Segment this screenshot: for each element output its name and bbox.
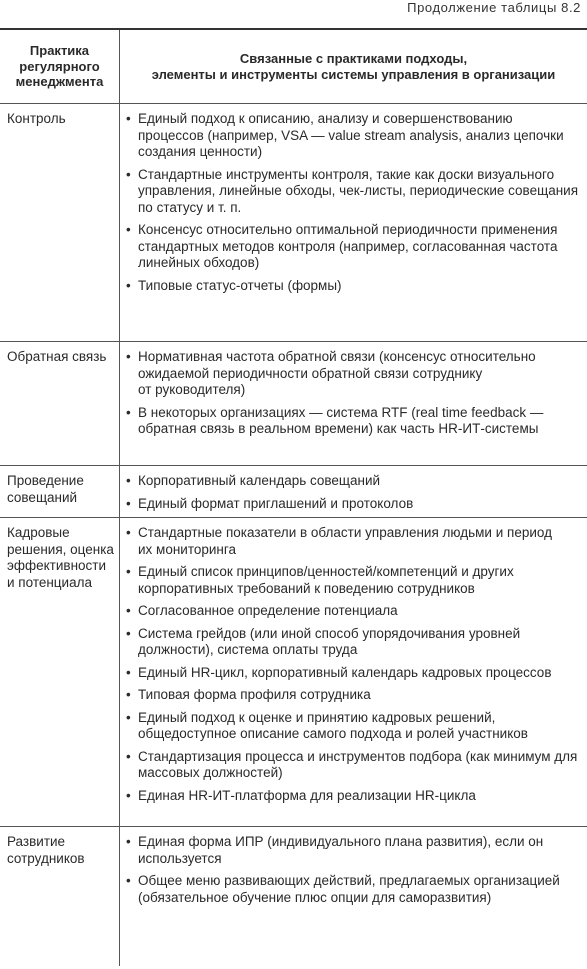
list-item-line: Типовая форма профиля сотрудника [138,687,371,702]
bullet-icon: • [126,111,131,126]
list-item-line: по статусу и т. п. [138,199,242,215]
list-item-text [138,111,583,161]
list-item [126,687,583,704]
list-item [126,665,583,682]
approaches-cell [120,518,587,826]
list-item [126,405,583,438]
practice-cell [0,518,120,826]
list-item-line: линейных обходов) [138,255,260,270]
list-item-line: Единый формат приглашений и протоколов [138,495,414,511]
list-item-text [138,626,583,659]
list-item-line: Общее меню развивающих действий, предлагаемых организацией [138,873,560,888]
list-item-line: Единый HR-цикл, корпоративный календарь кадровых процессов [138,664,552,680]
practice-name-line: сотрудников [7,850,85,866]
header-practice [0,30,120,103]
list-item-line: Единая HR-ИТ-платформа для реализации HR-цикла [138,787,476,803]
list-item-text [138,665,583,682]
list-item-text [138,525,583,558]
list-item-line: Стандартизация процесса и инструментов подбора (как минимум для [138,748,578,764]
practice-name-line: и потенциала [7,574,92,590]
list-item-line: В некоторых организациях — система RTF (real time feedback — [138,404,544,420]
practice-name-line: Проведение [7,473,84,488]
bullet-icon: • [126,473,131,488]
list-item [126,496,583,513]
practice-name-line: Кадровые [7,525,70,540]
list-item-line: процессов (например, VSA — value stream analysis, анализ цепочки [138,127,564,143]
list-item-line: должности), система оплаты труда [138,642,358,657]
list-item-line: Консенсус относительно оптимальной периодичности применения [138,222,558,237]
list-item [126,167,583,217]
practice-cell [0,466,120,517]
list-item [126,603,583,620]
list-item [126,278,583,295]
list-item-line: Система грейдов (или иной способ упорядочивания уровней [138,625,521,641]
list-item-line: Стандартные показатели в области управления людьми и период [138,525,552,540]
list-item-line: общедоступное описание самого подхода и ролей участников [138,726,528,741]
approaches-cell [120,827,587,966]
bullet-icon: • [126,834,131,849]
list-item-text [138,749,583,782]
bullet-icon: • [126,166,131,182]
approaches-cell [120,104,587,341]
practice-name-line: совещаний [7,489,78,505]
bullet-icon: • [126,404,131,420]
practice-name-line: Контроль [7,111,66,126]
list-item-line: Типовые статус-отчеты (формы) [138,277,342,293]
practice-name-line: Развитие [7,834,66,849]
list-item-line: от руководителя) [138,382,246,397]
header-practice-line: регулярного [19,58,100,74]
list-item-line: управления, линейные обходы, чек-листы, периодические совещания [138,183,579,198]
table-row [0,465,587,517]
bullet-icon: • [126,664,131,680]
table-row [0,103,587,341]
bullet-icon: • [126,603,131,618]
list-item-line: Стандартные инструменты контроля, такие как доски визуального [138,166,555,182]
table-row [0,341,587,465]
list-item-text [138,687,583,704]
bullet-icon: • [126,222,131,237]
list-item-text [138,603,583,620]
table-row [0,517,587,826]
list-item [126,834,583,867]
list-item-text [138,710,583,743]
list-item-text [138,873,583,906]
bullet-icon: • [126,525,131,540]
practice-cell [0,827,120,966]
list-item [126,873,583,906]
list-item-text [138,222,583,272]
bullet-icon: • [126,748,131,764]
bullet-icon: • [126,625,131,641]
list-item-line: Единый подход к оценке и принятию кадровых решений, [138,709,496,725]
list-item-line: Нормативная частота обратной связи (консенсус относительно [138,349,536,364]
bullet-icon: • [126,873,131,888]
list-item [126,710,583,743]
bullet-icon: • [126,787,131,803]
list-item-line: Корпоративный календарь совещаний [138,473,381,488]
list-item [126,749,583,782]
list-item-line: Единый список принципов/ценностей/компетенций и других [138,564,514,579]
list-item-line: Единая форма ИПР (индивидуального плана развития), если он [138,834,544,849]
list-item [126,473,583,490]
list-item [126,111,583,161]
bullet-icon: • [126,564,131,579]
practice-cell [0,104,120,341]
list-item-line: стандартных методов контроля (например, согласованная частота [138,238,558,254]
list-item-text [138,496,583,513]
list-item-text [138,564,583,597]
list-item-text [138,405,583,438]
list-item [126,564,583,597]
list-item-line: ожидаемой периодичности обратной связи сотруднику [138,365,483,381]
list-item-text [138,167,583,217]
list-item-text [138,473,583,490]
header-practice-line: Практика [29,43,90,59]
list-item-line: используется [138,850,222,866]
list-item-text [138,788,583,805]
list-item-line: Единый подход к описанию, анализу и совершенствованию [138,111,513,126]
list-item-line: корпоративных требований к поведению сотрудников [138,580,475,596]
list-item [126,525,583,558]
practice-name-line: решения, оценка [7,541,114,557]
list-item-line: обратная связь в реальном времени) как часть HR-ИТ-системы [138,421,539,436]
header-approaches [120,30,587,103]
list-item-text [138,834,583,867]
list-item [126,626,583,659]
table-caption: Продолжение таблицы 8.2 [407,0,581,15]
list-item-text [138,349,583,399]
header-approaches-line: Связанные с практиками подходы, [239,50,468,66]
practice-name-line: Обратная связь [7,349,107,364]
list-item-line: их мониторинга [138,541,237,557]
practice-cell [0,342,120,465]
table-row [0,826,587,966]
bullet-icon: • [126,349,131,364]
bullet-icon: • [126,709,131,725]
approaches-cell [120,466,587,517]
list-item-line: создания ценности) [138,144,263,159]
list-item-text [138,278,583,295]
list-item [126,222,583,272]
list-item-line: массовых должностей) [138,765,283,780]
table-body [0,103,587,966]
bullet-icon: • [126,687,131,702]
bullet-icon: • [126,495,131,511]
table-header [0,28,587,103]
list-item-line: Согласованное определение потенциала [138,603,398,618]
practices-table [0,28,587,966]
list-item [126,349,583,399]
bullet-icon: • [126,277,131,293]
header-practice-line: менеджмента [15,74,104,90]
list-item-line: (обязательное обучение плюс опции для саморазвития) [138,889,492,905]
approaches-cell [120,342,587,465]
practice-name-line: эффективности [7,558,107,573]
list-item [126,788,583,805]
header-approaches-line: элементы и инструменты системы управления в организации [151,66,556,82]
